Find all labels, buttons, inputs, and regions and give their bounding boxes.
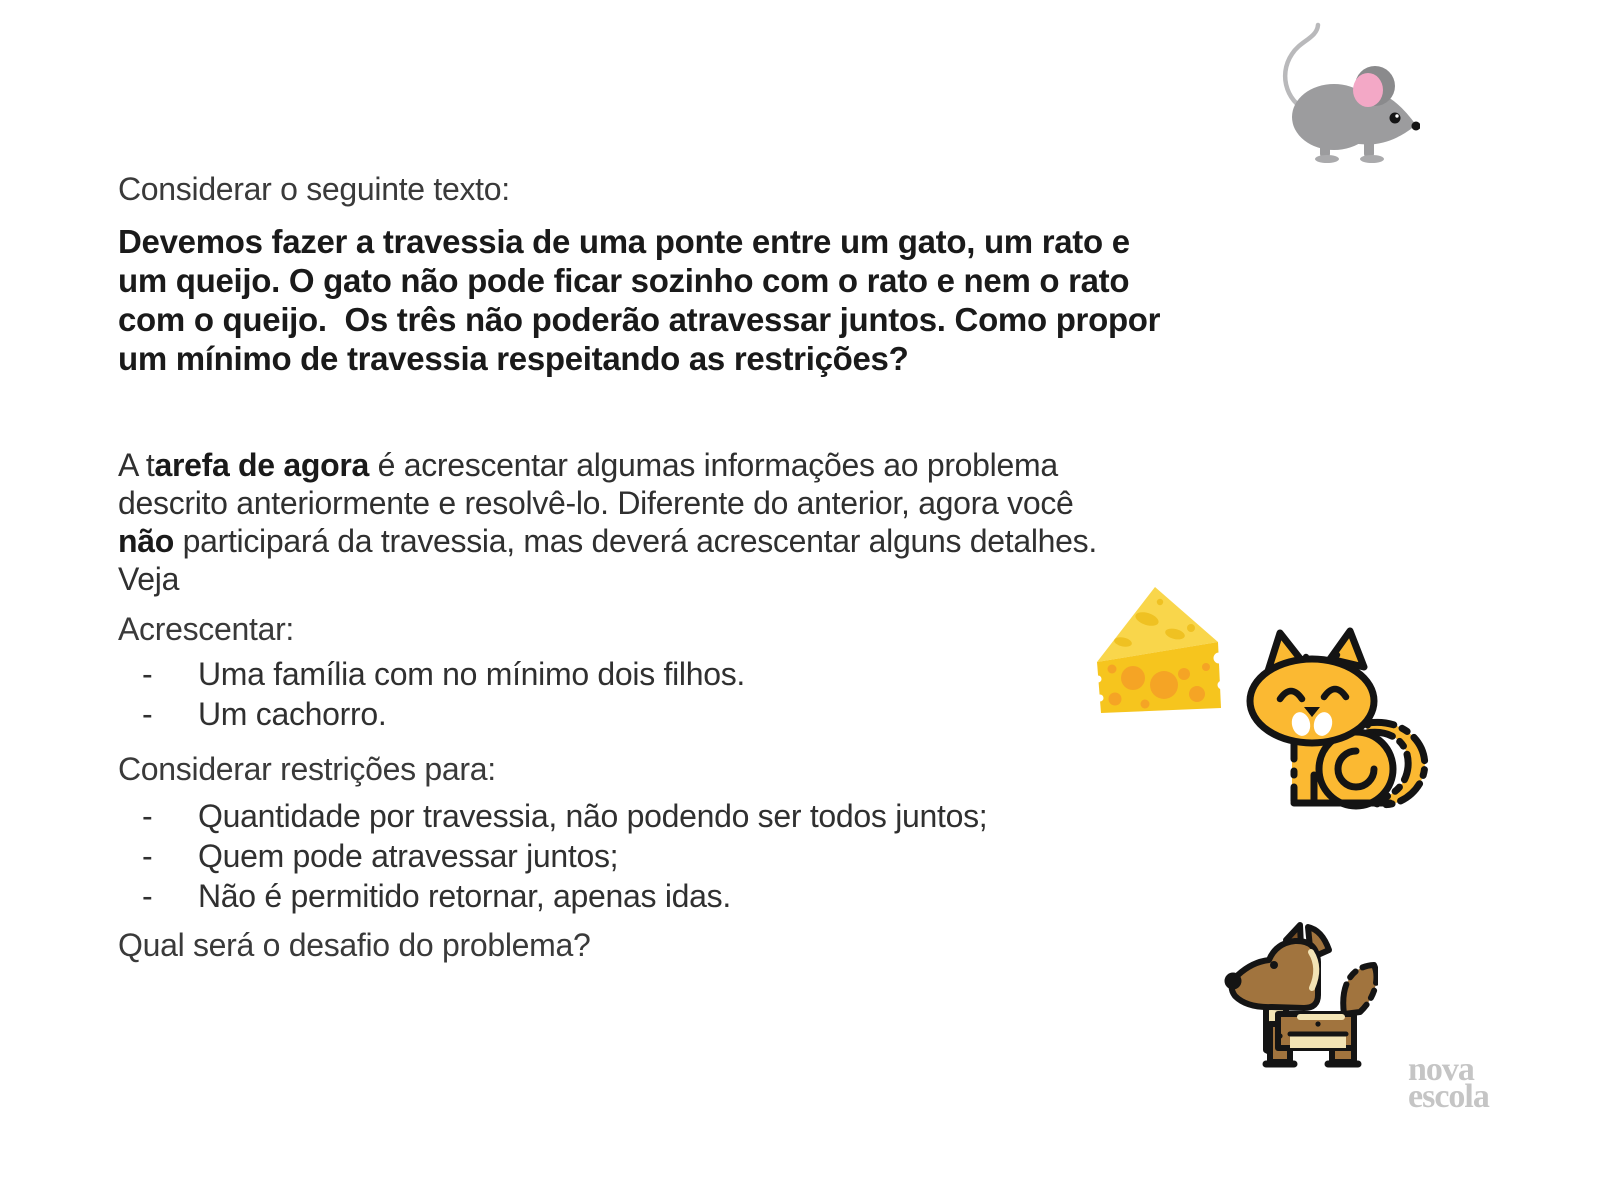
bullet-dash: - xyxy=(142,878,153,914)
bullet-dash: - xyxy=(142,696,153,732)
restrictions-list xyxy=(118,796,1518,916)
task-text: participará da travessia, mas deverá acrescentar alguns detalhes. xyxy=(174,523,1097,559)
cheese-icon xyxy=(1085,582,1225,715)
restrictions-heading: Considerar restrições para: xyxy=(118,751,496,787)
problem-line: Devemos fazer a travessia de uma ponte entre um gato, um rato e xyxy=(118,223,1130,260)
task-line: descrito anteriormente e resolvê-lo. Diferente do anterior, agora você xyxy=(118,485,1074,521)
problem-line: com o queijo. Os três não poderão atravessar juntos. Como propor xyxy=(118,301,1161,338)
list-item-text: Um cachorro. xyxy=(198,696,387,732)
closing-question: Qual será o desafio do problema? xyxy=(118,927,591,963)
task-text: A t xyxy=(118,447,155,483)
nova-escola-logo xyxy=(1408,1051,1489,1115)
list-item-text: Uma família com no mínimo dois filhos. xyxy=(198,656,746,692)
bullet-dash: - xyxy=(142,656,153,692)
task-line xyxy=(118,522,1518,560)
task-line xyxy=(118,446,1518,484)
slide-text-column xyxy=(118,170,1518,964)
list-item-text: Não é permitido retornar, apenas idas. xyxy=(198,878,731,914)
bullet-dash: - xyxy=(142,838,153,874)
list-item-text: Quem pode atravessar juntos; xyxy=(198,838,619,874)
task-paragraph xyxy=(118,446,1518,598)
problem-line: um mínimo de travessia respeitando as restrições? xyxy=(118,340,909,377)
dog-icon xyxy=(1216,920,1378,1070)
problem-line: um queijo. O gato não pode ficar sozinho com o rato e nem o rato xyxy=(118,262,1130,299)
task-line: Veja xyxy=(118,561,180,597)
list-item xyxy=(142,836,1518,876)
list-item-text: Quantidade por travessia, não podendo ser todos juntos; xyxy=(198,798,988,834)
logo-line-2: escola xyxy=(1408,1078,1489,1115)
cat-icon xyxy=(1238,625,1430,810)
task-bold: não xyxy=(118,523,174,559)
mouse-icon xyxy=(1268,14,1420,164)
list-item xyxy=(142,876,1518,916)
problem-statement xyxy=(118,222,1518,378)
task-text: é acrescentar algumas informações ao problema xyxy=(369,447,1058,483)
logo-line-1: nova xyxy=(1408,1051,1474,1088)
add-heading: Acrescentar: xyxy=(118,611,295,647)
task-bold: arefa de agora xyxy=(154,447,370,483)
intro-line: Considerar o seguinte texto: xyxy=(118,171,510,207)
bullet-dash: - xyxy=(142,798,153,834)
